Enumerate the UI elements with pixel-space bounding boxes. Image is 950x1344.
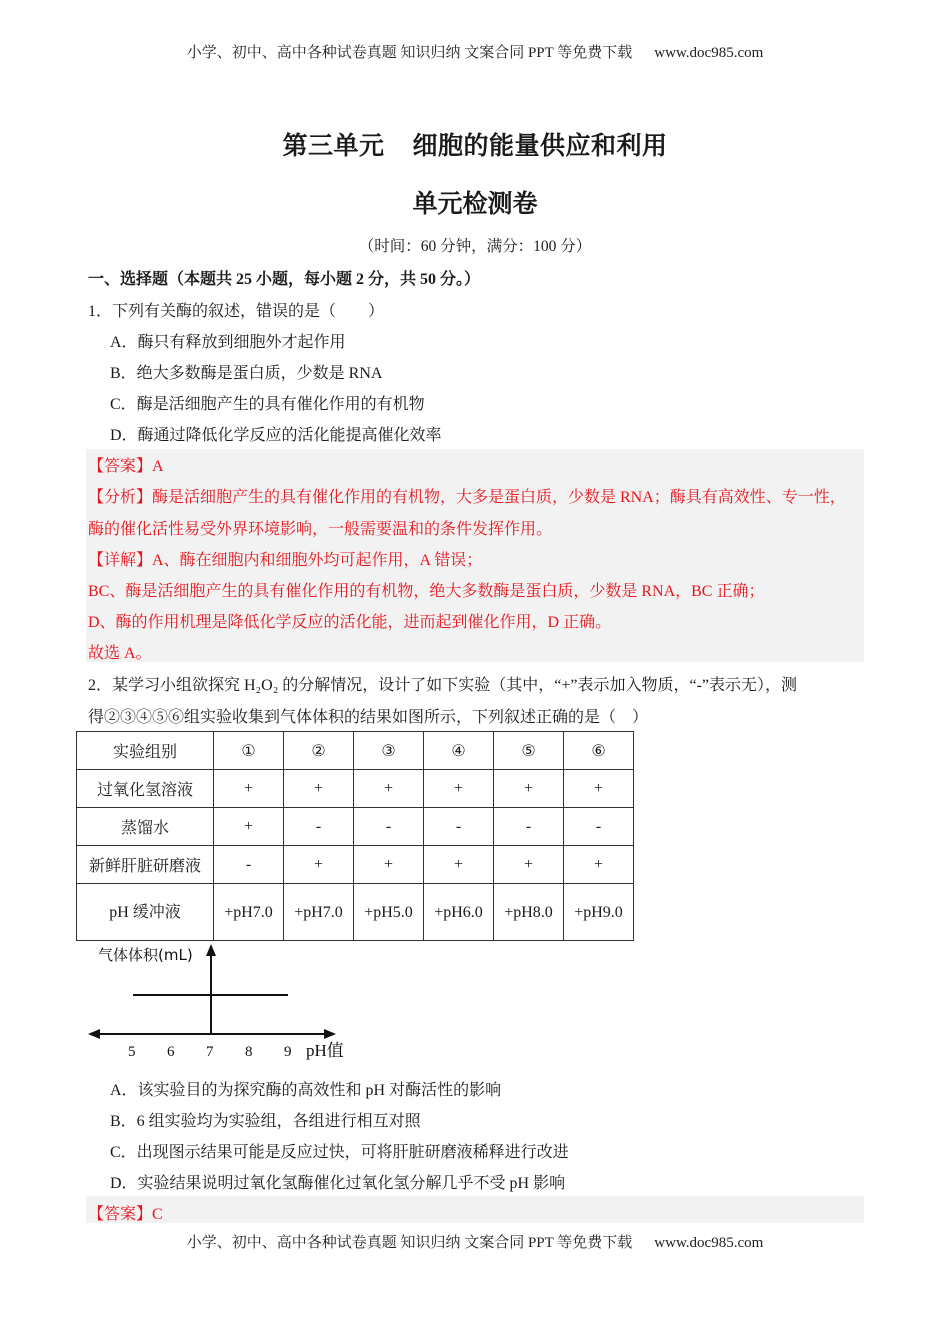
table-row-label: 蒸馏水 bbox=[77, 808, 214, 846]
table-cell: + bbox=[494, 846, 564, 884]
table-cell: + bbox=[494, 770, 564, 808]
q1-option-b: B．绝大多数酶是蛋白质，少数是 RNA bbox=[110, 365, 383, 382]
table-cell: + bbox=[424, 770, 494, 808]
table-cell: + bbox=[424, 846, 494, 884]
header-slogan: 小学、初中、高中各种试卷真题 知识归纳 文案合同 PPT 等免费下载 bbox=[186, 45, 633, 61]
table-cell: +pH7.0 bbox=[284, 884, 354, 941]
table-cell: + bbox=[284, 846, 354, 884]
q1-stem: 1．下列有关酶的叙述，错误的是（ ） bbox=[88, 303, 385, 320]
q2-option-a: A．该实验目的为探究酶的高效性和 pH 对酶活性的影响 bbox=[110, 1082, 502, 1099]
table-cell: + bbox=[354, 846, 424, 884]
table-cell: + bbox=[564, 770, 634, 808]
table-header-cell: ③ bbox=[354, 732, 424, 770]
q1-detail-line3: D、酶的作用机理是降低化学反应的活化能，进而起到催化作用，D 正确。 bbox=[88, 614, 612, 631]
y-axis-arrow-icon bbox=[206, 944, 216, 956]
x-axis-label: pH值 bbox=[306, 1041, 344, 1060]
table-cell: + bbox=[354, 770, 424, 808]
q1-analysis-line2: 酶的催化活性易受外界环境影响，一般需要温和的条件发挥作用。 bbox=[88, 521, 553, 538]
table-row bbox=[77, 846, 634, 884]
table-row-label: 过氧化氢溶液 bbox=[77, 770, 214, 808]
table-cell: +pH7.0 bbox=[214, 884, 284, 941]
table-cell: +pH5.0 bbox=[354, 884, 424, 941]
table-cell: - bbox=[284, 808, 354, 846]
table-cell: +pH6.0 bbox=[424, 884, 494, 941]
table-cell: + bbox=[214, 808, 284, 846]
page-footer bbox=[0, 1231, 950, 1252]
experiment-table bbox=[76, 731, 634, 941]
x-tick-label: 7 bbox=[206, 1044, 214, 1060]
q2-answer-box bbox=[86, 1196, 864, 1223]
q1-option-d: D．酶通过降低化学反应的活化能提高催化效率 bbox=[110, 427, 442, 444]
q1-detail-line2: BC、酶是活细胞产生的具有催化作用的有机物，绝大多数酶是蛋白质，少数是 RNA，BC 正确； bbox=[88, 583, 765, 600]
time-info: （时间：60 分钟，满分：100 分） bbox=[358, 238, 592, 255]
page-header bbox=[0, 41, 950, 62]
q1-option-a: A．酶只有释放到细胞外才起作用 bbox=[110, 334, 346, 351]
x-tick-label: 9 bbox=[284, 1044, 292, 1060]
table-row bbox=[77, 884, 634, 941]
table-cell: +pH8.0 bbox=[494, 884, 564, 941]
gas-volume-chart bbox=[80, 940, 370, 1065]
table-row-label: pH 缓冲液 bbox=[77, 884, 214, 941]
page-title bbox=[0, 126, 950, 162]
table-header-cell: ⑥ bbox=[564, 732, 634, 770]
table-row-label: 新鲜肝脏研磨液 bbox=[77, 846, 214, 884]
section-heading: 一、选择题（本题共 25 小题，每小题 2 分，共 50 分。） bbox=[88, 271, 481, 288]
table-cell: - bbox=[214, 846, 284, 884]
chart-svg bbox=[80, 940, 370, 1065]
unit-topic: 细胞的能量供应和利用 bbox=[412, 133, 668, 160]
table-header-cell: ① bbox=[214, 732, 284, 770]
q1-option-c: C．酶是活细胞产生的具有催化作用的有机物 bbox=[110, 396, 425, 413]
q2-option-b: B．6 组实验均为实验组，各组进行相互对照 bbox=[110, 1113, 421, 1130]
table-cell: +pH9.0 bbox=[564, 884, 634, 941]
q2-option-c: C．出现图示结果可能是反应过快，可将肝脏研磨液稀释进行改进 bbox=[110, 1144, 569, 1161]
table-cell: + bbox=[214, 770, 284, 808]
table-header-cell: ④ bbox=[424, 732, 494, 770]
footer-slogan: 小学、初中、高中各种试卷真题 知识归纳 文案合同 PPT 等免费下载 bbox=[186, 1235, 633, 1251]
table-header-cell: ② bbox=[284, 732, 354, 770]
q1-detail-line1: 【详解】A、酶在细胞内和细胞外均可起作用，A 错误； bbox=[88, 552, 483, 569]
header-site-link[interactable]: www.doc985.com bbox=[654, 45, 764, 61]
page-subtitle: 单元检测卷 bbox=[412, 191, 538, 218]
q1-analysis-line1: 【分析】酶是活细胞产生的具有催化作用的有机物，大多是蛋白质，少数是 RNA；酶具有高效性、专一性， bbox=[88, 489, 846, 506]
table-row bbox=[77, 770, 634, 808]
q1-answer: 【答案】A bbox=[88, 458, 164, 475]
table-cell: + bbox=[284, 770, 354, 808]
q2-stem-line2: 得②③④⑤⑥组实验收集到气体体积的结果如图所示，下列叙述正确的是（ ） bbox=[88, 709, 649, 726]
table-cell: - bbox=[354, 808, 424, 846]
table-cell: - bbox=[564, 808, 634, 846]
x-tick-label: 6 bbox=[167, 1044, 175, 1060]
q2-stem-line1: 2．某学习小组欲探究 H₂O₂ 的分解情况，设计了如下实验（其中，“+”表示加入物质，“-”表示无），测 bbox=[88, 677, 798, 694]
q2-answer: 【答案】C bbox=[88, 1206, 163, 1223]
table-header-cell: 实验组别 bbox=[77, 732, 214, 770]
table-row bbox=[77, 808, 634, 846]
footer-site-link[interactable]: www.doc985.com bbox=[654, 1235, 764, 1251]
table-cell: - bbox=[494, 808, 564, 846]
table-header-row bbox=[77, 732, 634, 770]
table-header-cell: ⑤ bbox=[494, 732, 564, 770]
table-cell: + bbox=[564, 846, 634, 884]
q1-detail-line4: 故选 A。 bbox=[88, 645, 152, 662]
unit-label: 第三单元 bbox=[282, 133, 385, 160]
x-axis-right-arrow-icon bbox=[324, 1029, 336, 1039]
x-tick-label: 8 bbox=[245, 1044, 253, 1060]
q2-option-d: D．实验结果说明过氧化氢酶催化过氧化氢分解几乎不受 pH 影响 bbox=[110, 1175, 566, 1192]
table-cell: - bbox=[424, 808, 494, 846]
y-axis-label: 气体体积(mL) bbox=[98, 946, 193, 964]
x-tick-label: 5 bbox=[128, 1044, 136, 1060]
x-axis-left-arrow-icon bbox=[88, 1029, 100, 1039]
